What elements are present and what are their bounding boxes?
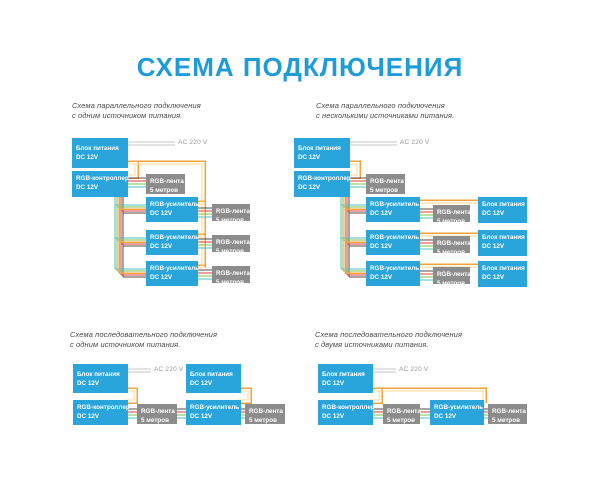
power-supply-box: Блок питания DC 12V [478,197,527,223]
rgb-strip-box: RGB-лента 5 метров [212,235,250,252]
rgb-strip-box: RGB-лента 5 метров [383,404,420,424]
rgb-strip-box: RGB-лента 5 метров [146,174,185,194]
rgb-amplifier-box: RGB-усилитель DC 12V [366,261,420,286]
rgb-controller-box: RGB-контроллер DC 12V [294,171,350,197]
caption-serial-two: Схема последовательного подключения с двумя источниками питания. [315,330,463,349]
rgb-amplifier-box: RGB-усилитель DC 12V [146,230,198,255]
power-supply-box: Блок питания DC 12V [186,364,241,393]
caption-parallel-single: Схема параллельного подключения с одним источником питания. [72,101,201,120]
rgb-amplifier-box: RGB-усилитель DC 12V [366,197,420,222]
power-supply-box: Блок питания DC 12V [73,364,128,393]
rgb-strip-box: RGB-лента 5 метров [245,404,285,424]
ac-voltage-label: AC 220 V [154,366,184,373]
page-title: СХЕМА ПОДКЛЮЧЕНИЯ [136,52,464,82]
rgb-strip-box: RGB-лента 5 метров [137,404,177,424]
rgb-strip-box: RGB-лента 5 метров [366,174,405,194]
rgb-amplifier-box: RGB-усилитель DC 12V [146,261,198,286]
ac-voltage-label: AC 220 V [178,139,208,146]
power-supply-box: Блок питания DC 12V [478,230,527,256]
rgb-amplifier-box: RGB-усилитель DC 12V [430,400,484,425]
ac-voltage-label: AC 220 V [400,139,430,146]
rgb-controller-box: RGB-контроллер DC 12V [318,400,373,425]
rgb-strip-box: RGB-лента 5 метров [433,205,470,222]
rgb-strip-box: RGB-лента 5 метров [433,267,470,284]
rgb-controller-box: RGB-контроллер DC 12V [72,171,128,197]
power-supply-box: Блок питания DC 12V [294,138,350,168]
rgb-controller-box: RGB-контроллер DC 12V [73,400,128,425]
power-supply-box: Блок питания DC 12V [478,261,527,287]
power-supply-box: Блок питания DC 12V [72,138,128,168]
rgb-strip-box: RGB-лента 5 метров [433,236,470,253]
caption-serial-single: Схема последовательного подключения с одним источником питания. [70,330,218,349]
rgb-strip-box: RGB-лента 5 метров [488,404,527,424]
rgb-amplifier-box: RGB-усилитель DC 12V [366,230,420,255]
rgb-strip-box: RGB-лента 5 метров [212,204,250,221]
ac-voltage-label: AC 220 V [399,366,429,373]
rgb-amplifier-box: RGB-усилитель DC 12V [186,400,241,425]
caption-parallel-multi: Схема параллельного подключения с несколькими источниками питания. [316,101,455,120]
rgb-amplifier-box: RGB-усилитель DC 12V [146,197,198,222]
power-supply-box: Блок питания DC 12V [318,364,373,393]
rgb-strip-box: RGB-лента 5 метров [212,266,250,283]
